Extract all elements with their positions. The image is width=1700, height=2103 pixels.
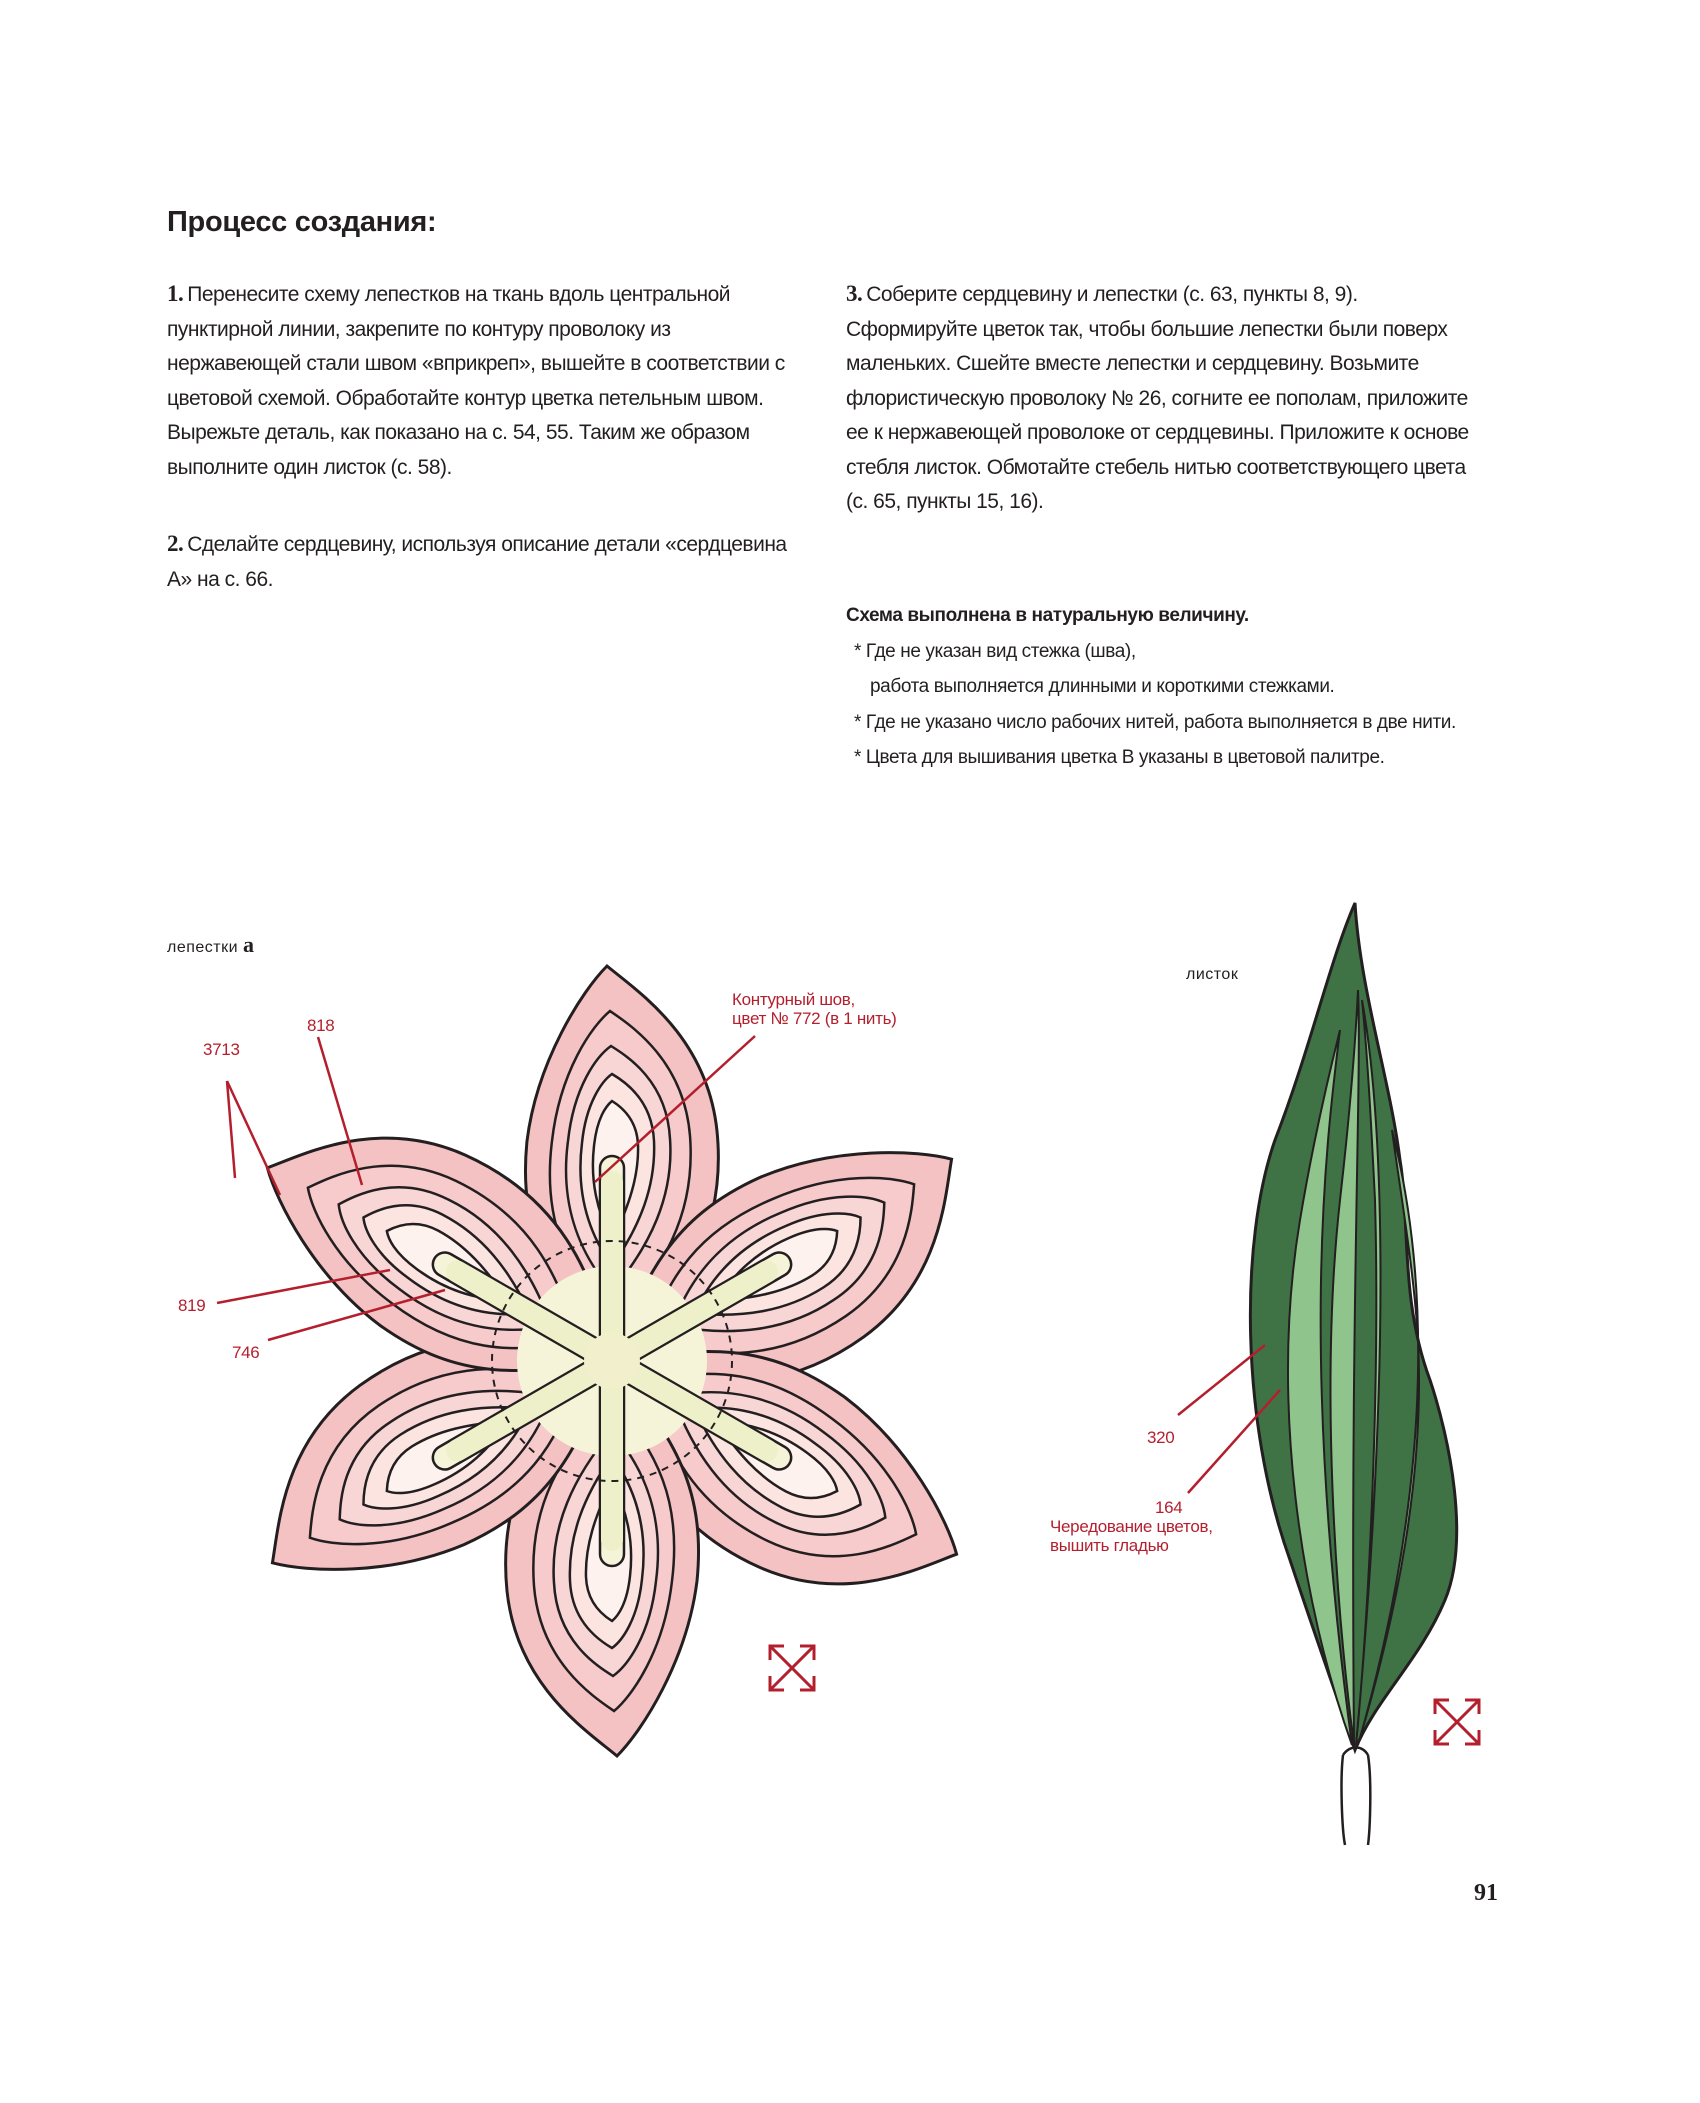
petal-code-746: 746: [232, 1343, 260, 1362]
leaf-note-line-1: Чередование цветов,: [1050, 1517, 1213, 1536]
step-1-text: Перенесите схему лепестков на ткань вдоль центральной пунктирной линии, закрепите по контуру проволоку из нержавеющей стали швом «вприкреп», вышейте в соответствии с цветовой схемой. Обработайте контур цветка петельным швом. Вырежьте деталь, как показано на с. 54, 55. Таким же образом выполните один листок (с. 58).: [167, 283, 785, 479]
petal-code-818: 818: [307, 1016, 335, 1035]
note-line-2: работа выполняется длинными и короткими стежками.: [870, 676, 1335, 697]
leaf-label: листок: [1186, 966, 1239, 983]
expand-arrows-icon: [770, 1646, 814, 1690]
leaf-expand-arrows-icon: [1435, 1700, 1479, 1744]
petals-label: [167, 932, 255, 958]
leaf-code-320: 320: [1147, 1428, 1175, 1447]
notes-title: Схема выполнена в натуральную величину.: [846, 605, 1249, 626]
outline-note-line-1: Контурный шов,: [732, 990, 855, 1009]
note-line-1: * Где не указан вид стежка (шва),: [854, 640, 1136, 662]
note-line-4: * Цвета для вышивания цветка B указаны в цветовой палитре.: [854, 747, 1385, 768]
leaf-diagram: [1250, 903, 1456, 1845]
outline-stitch-note: [732, 990, 897, 1028]
step-2-text: Сделайте сердцевину, используя описание детали «сердцевина А» на с. 66.: [167, 533, 787, 591]
note-line-3: * Где не указано число рабочих нитей, работа выполняется в две нити.: [854, 711, 1456, 733]
petals-label-text: лепестки: [167, 939, 239, 956]
petal-code-819: 819: [178, 1296, 206, 1315]
page-heading: Процесс создания:: [167, 206, 437, 238]
step-3-number: 3.: [846, 281, 863, 306]
step-3-text: Соберите сердцевину и лепестки (с. 63, пункты 8, 9). Сформируйте цветок так, чтобы большие лепестки были поверх маленьких. Сшейте вместе лепестки и сердцевину. Возьмите флористическую проволоку № 26, согните ее пополам, приложите ее к нержавеющей проволоке от сердцевины. Приложите к основе стебля листок. Обмотайте стебель нитью соответствующего цвета (с. 65, пункты 15, 16).: [846, 283, 1469, 513]
step-2-number: 2.: [167, 531, 184, 556]
step-1-number: 1.: [167, 281, 184, 306]
page-number: 91: [1474, 1880, 1498, 1906]
outline-note-line-2: цвет № 772 (в 1 нить): [732, 1009, 897, 1028]
petals-letter: a: [243, 932, 255, 957]
flower-diagram: [217, 966, 1008, 1756]
petal-code-3713: 3713: [203, 1040, 240, 1059]
leaf-code-164: [1050, 1498, 1213, 1555]
leaf-note-line-2: вышить гладью: [1050, 1536, 1169, 1555]
leaf-code-164-value: 164: [1155, 1498, 1183, 1517]
